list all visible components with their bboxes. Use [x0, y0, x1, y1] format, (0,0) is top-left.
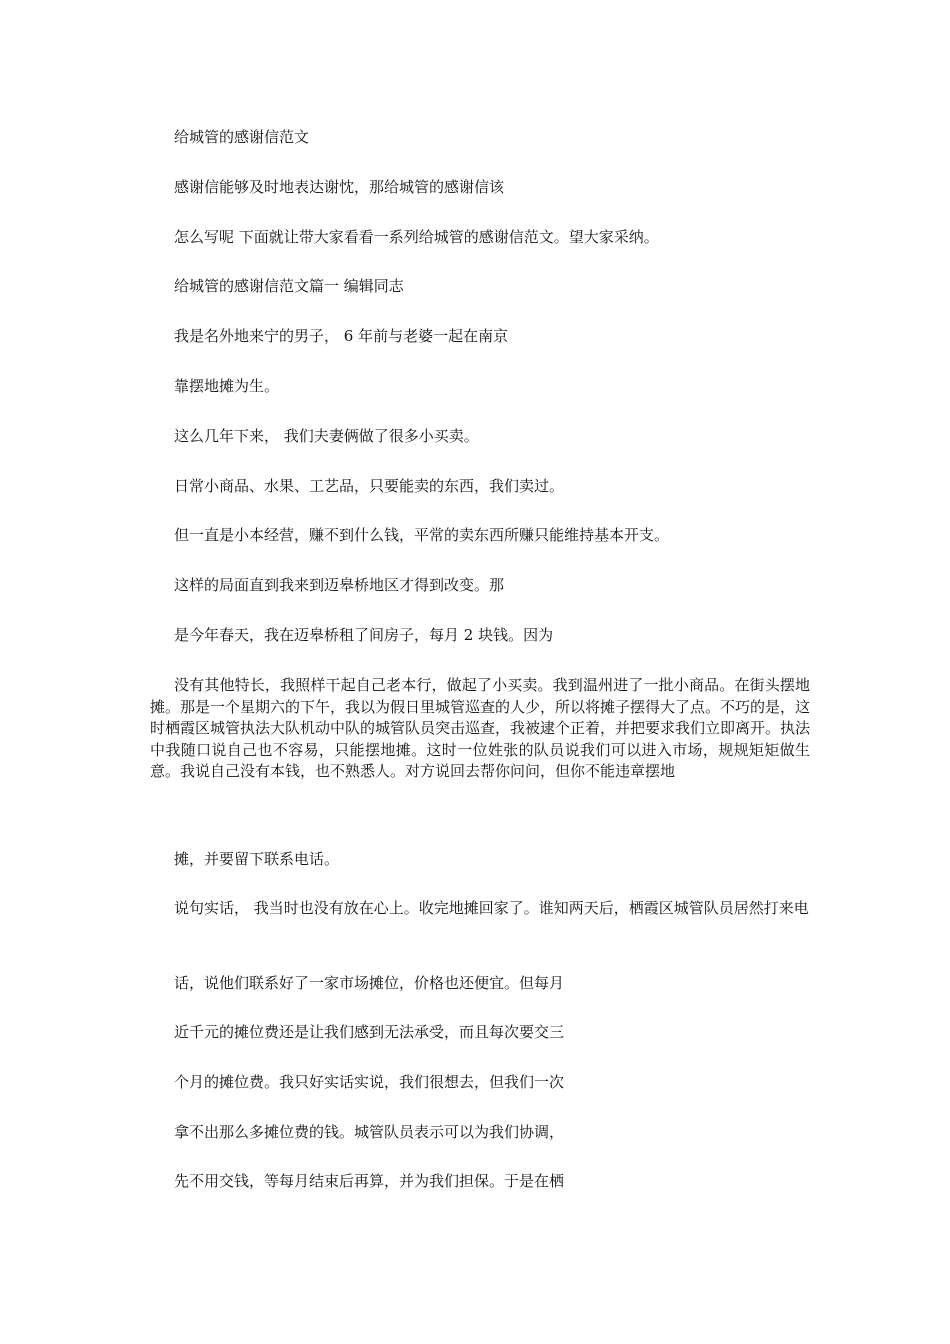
paragraph-line: 但一直是小本经营，赚不到什么钱，平常的卖东西所赚只能维持基本开支。	[174, 526, 670, 544]
paragraph-line: 先不用交钱，等每月结束后再算，并为我们担保。于是在栖	[174, 1172, 565, 1190]
paragraph-line: 靠摆地摊为生。	[174, 377, 280, 395]
document-title: 给城管的感谢信范文	[174, 128, 310, 146]
paragraph-line: 这么几年下来， 我们夫妻俩做了很多小买卖。	[174, 427, 479, 445]
paragraph-line: 拿不出那么多摊位费的钱。城管队员表示可以为我们协调，	[174, 1123, 565, 1141]
intro-line-2: 怎么写呢 下面就让带大家看看一系列给城管的感谢信范文。望大家采纳。	[174, 228, 659, 246]
body-paragraph: 没有其他特长，我照样干起自己老本行，做起了小买卖。我到温州进了一批小商品。在街头摆地摊。那是一个星期六的下午，我以为假日里城管巡查的人少，所以将摊子摆得大了点。不巧的是，这时栖霞区城管执法大队机动中队的城管队员突击巡查，我被逮个正着，并把要求我们立即离开。执法中我随口说自己也不容易，只能摆地摊。这时一位姓张的队员说我们可以进入市场，规规矩矩做生意。我说自己没有本钱，也不熟悉人。对方说回去帮你问问，但你不能违章摆地	[150, 676, 811, 780]
paragraph-line: 是今年春天，我在迈皋桥租了间房子，每月 2 块钱。因为	[174, 626, 554, 644]
paragraph-line: 日常小商品、水果、工艺品，只要能卖的东西，我们卖过。	[174, 477, 565, 495]
paragraph-line: 话，说他们联系好了一家市场摊位，价格也还便宜。但每月	[174, 974, 565, 992]
paragraph-line: 这样的局面直到我来到迈皋桥地区才得到改变。那	[174, 576, 505, 594]
paragraph-line: 我是名外地来宁的男子， 6 年前与老婆一起在南京	[174, 327, 509, 345]
paragraph-line: 个月的摊位费。我只好实话实说，我们很想去，但我们一次	[174, 1073, 565, 1091]
paragraph-line: 近千元的摊位费还是让我们感到无法承受，而且每次要交三	[174, 1023, 565, 1041]
intro-line-1: 感谢信能够及时地表达谢忱，那给城管的感谢信该	[174, 178, 505, 196]
paragraph-line: 摊，并要留下联系电话。	[174, 850, 340, 868]
section-heading: 给城管的感谢信范文篇一 编辑同志	[174, 277, 404, 295]
body-paragraph: 说句实话， 我当时也没有放在心上。收完地摊回家了。谁知两天后，栖霞区城管队员居然打来电	[174, 899, 809, 917]
